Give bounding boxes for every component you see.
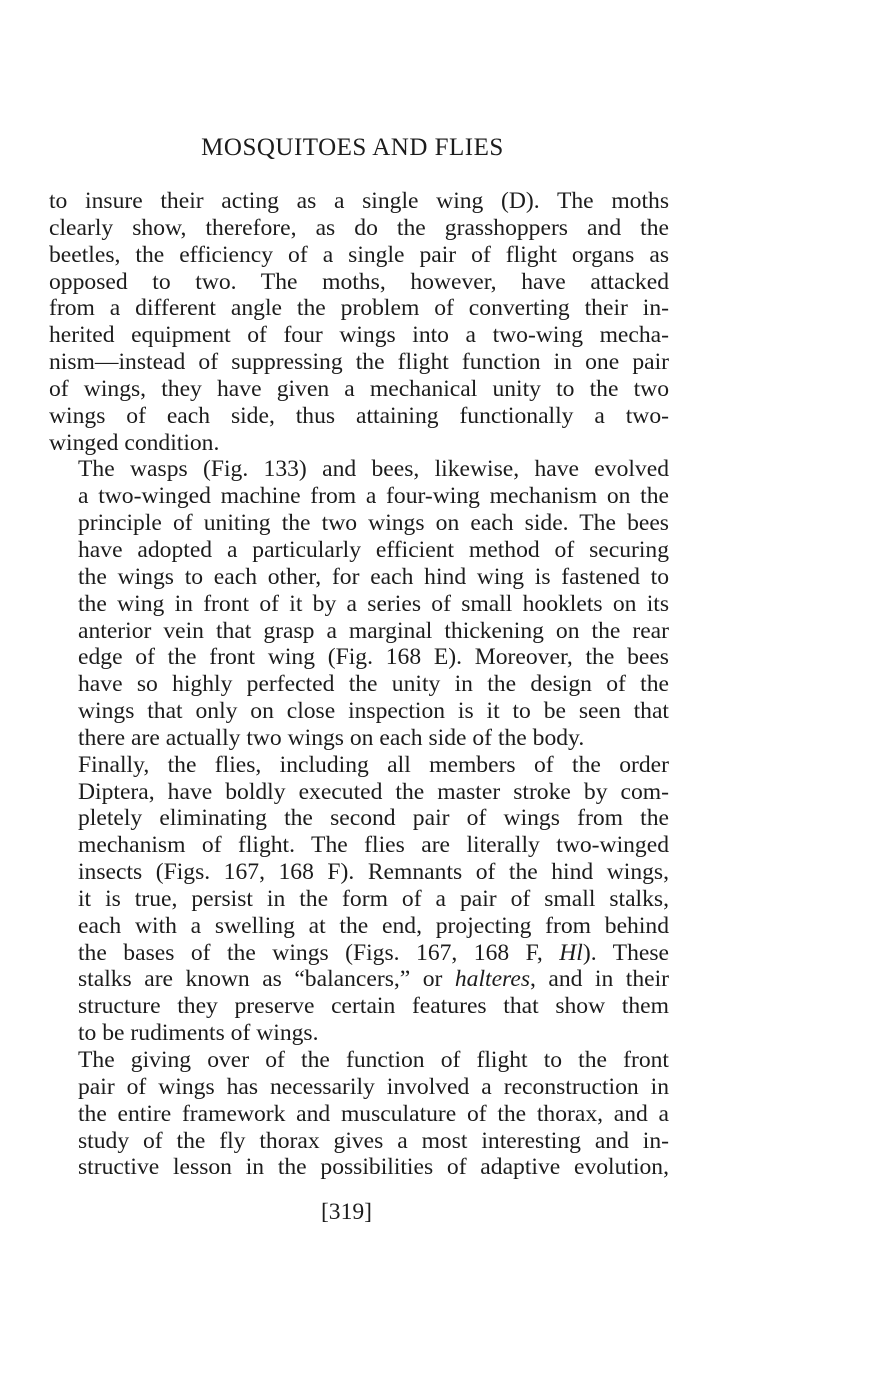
text-line: The wasps (Fig. 133) and bees, likewise, have evolved — [78, 456, 669, 483]
text-line: to be rudiments of wings. — [78, 1020, 319, 1047]
text-line: study of the fly thorax gives a most interesting and in- — [78, 1127, 669, 1154]
paragraph-3 — [49, 752, 669, 1047]
text-line: wings of each side, thus attaining functionally a two- — [49, 402, 669, 429]
body-text — [49, 188, 669, 1181]
text-line: a two-winged machine from a four-wing mechanism on the — [78, 483, 669, 510]
text-line: stalks are known as “balancers,” or halteres, and in their — [78, 966, 670, 993]
text-line: it is true, persist in the form of a pair of small stalks, — [78, 885, 669, 912]
text-line: of wings, they have given a mechanical unity to the two — [49, 375, 669, 402]
text-line: winged condition. — [49, 429, 220, 456]
text-line: have so highly perfected the unity in the design of the — [78, 671, 669, 698]
page-number: [319] — [320, 1199, 373, 1225]
text-line: the entire framework and musculature of the thorax, and a — [78, 1100, 669, 1127]
text-line: the wings to each other, for each hind wing is fastened to — [78, 563, 669, 590]
text-line: herited equipment of four wings into a two-wing mecha- — [49, 322, 669, 349]
text-line: the bases of the wings (Figs. 167, 168 F, Hl). These — [78, 939, 669, 966]
text-line: the wing in front of it by a series of small hooklets on its — [78, 590, 669, 617]
text-line: insects (Figs. 167, 168 F). Remnants of the hind wings, — [78, 859, 669, 886]
text-line: there are actually two wings on each side of the body. — [78, 724, 585, 751]
text-line: opposed to two. The moths, however, have attacked — [49, 268, 669, 295]
text-line: structure they preserve certain features that show them — [78, 993, 669, 1020]
text-line: each with a swelling at the end, projecting from behind — [78, 912, 669, 939]
text-line: The giving over of the function of flight to the front — [78, 1047, 669, 1073]
text-line: Diptera, have boldly executed the master stroke by com- — [78, 778, 669, 805]
text-line: from a different angle the problem of converting their in- — [49, 295, 669, 322]
text-line: nism—instead of suppressing the flight function in one pair — [49, 349, 669, 376]
text-line: structive lesson in the possibilities of adaptive evolution, — [78, 1154, 669, 1181]
text-line: principle of uniting the two wings on each side. The bees — [78, 510, 669, 537]
text-line: mechanism of flight. The flies are literally two-winged — [78, 832, 669, 859]
text-line: Finally, the flies, including all members of the order — [78, 751, 669, 778]
text-line: clearly show, therefore, as do the grasshoppers and the — [49, 214, 669, 241]
text-line: pletely eliminating the second pair of wings from the — [78, 805, 669, 832]
paragraph-2 — [49, 456, 669, 751]
text-line: have adopted a particularly efficient method of securing — [78, 536, 669, 563]
text-line: anterior vein that grasp a marginal thickening on the rear — [78, 617, 669, 644]
text-line: to insure their acting as a single wing (D). The moths — [49, 188, 669, 214]
text-line: beetles, the efficiency of a single pair of flight organs as — [49, 241, 669, 268]
paragraph-1 — [49, 188, 669, 456]
paragraph-4 — [49, 1047, 669, 1181]
text-line: pair of wings has necessarily involved a reconstruction in — [78, 1073, 669, 1100]
running-head: MOSQUITOES AND FLIES — [201, 134, 504, 161]
text-line: wings that only on close inspection is it to be seen that — [78, 698, 669, 725]
text-line: edge of the front wing (Fig. 168 E). Moreover, the bees — [78, 644, 669, 671]
